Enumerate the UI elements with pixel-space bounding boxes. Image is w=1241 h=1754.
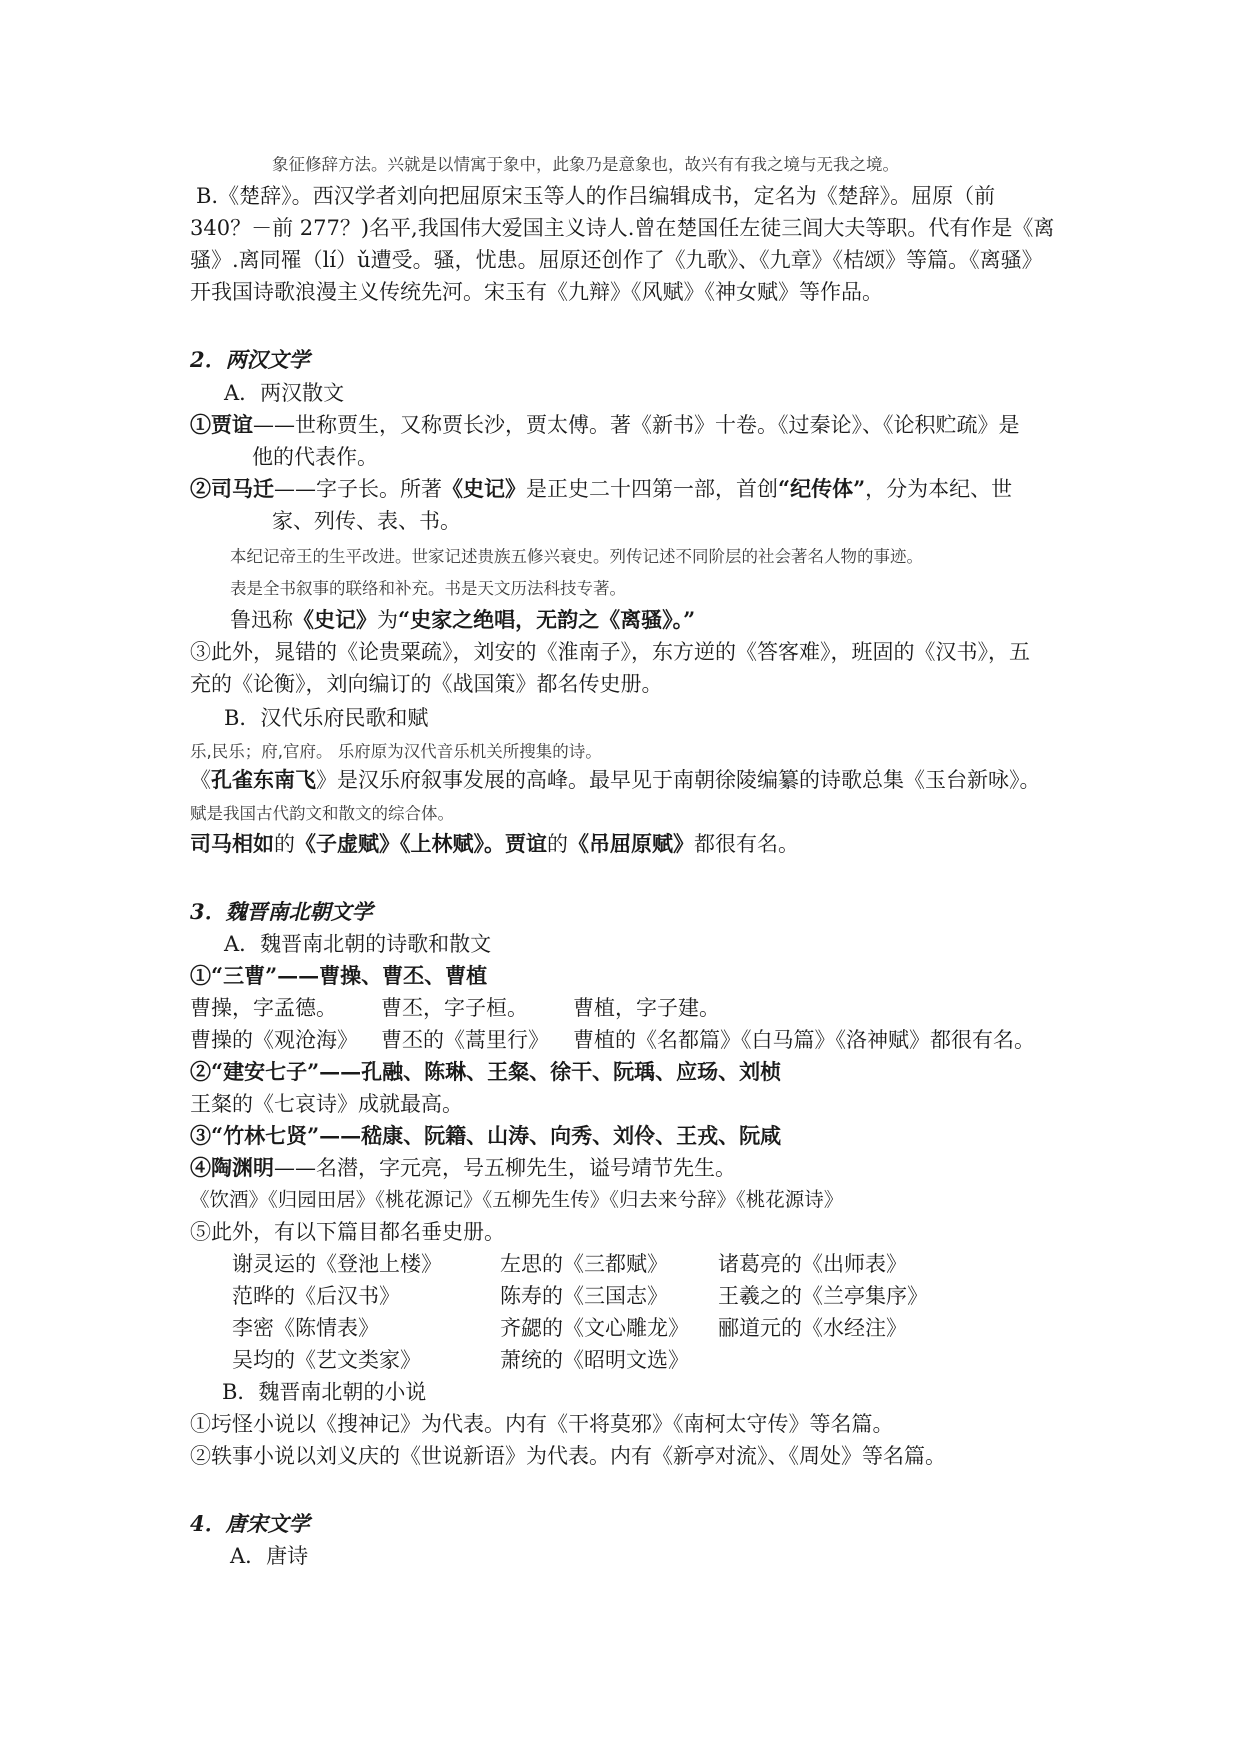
- section-heading-han: 2．两汉文学: [190, 347, 310, 372]
- fu-period: 。: [484, 831, 505, 856]
- chuci-line-3: 骚》.离同罹（lí）ǔ遭受。骚，忧患。屈原还创作了《九歌》、《九章》《桔颂》等篇。《离骚》: [190, 248, 1043, 272]
- simaqian-desc-c: ，分为本纪、世: [865, 477, 1013, 501]
- works-cell: 左思的《三都赋》: [500, 1252, 668, 1276]
- fu-famous: 都很有名。: [694, 832, 799, 856]
- jiayi-name: ①贾谊: [190, 412, 253, 437]
- sancao-line: [190, 961, 487, 991]
- jizhuanti: “纪传体”: [778, 476, 866, 501]
- chuci-line-1: B.《楚辞》。西汉学者刘向把屈原宋玉等人的作吕编辑成书，定名为《楚辞》。屈原（前: [196, 184, 996, 208]
- jiayi-desc: ——世称贾生，又称贾长沙，贾太傅。著《新书》十卷。《过秦论》、《论积贮疏》是: [253, 413, 1020, 437]
- han-other-line-2: 充的《论衡》，刘向编订的《战国策》都名传史册。: [190, 672, 663, 696]
- taoyuanming-line: [190, 1153, 736, 1183]
- simaqian-desc-a: ——字子长。所著: [274, 477, 442, 501]
- taoyuanming-name: ④陶渊明: [190, 1155, 274, 1180]
- caopi-works: 曹丕的《蒿里行》: [381, 1028, 549, 1052]
- subsection-weijin-poetry: A．魏晋南北朝的诗歌和散文: [224, 932, 492, 956]
- taoyuanming-works: 《饮酒》《归园田居》《桃花源记》《五柳先生传》《归去来兮辞》《桃花源诗》: [190, 1188, 844, 1211]
- works-cell: 陈寿的《三国志》: [500, 1284, 668, 1308]
- kongque-desc: 》是汉乐府叙事发展的高峰。最早见于南朝徐陵编纂的诗歌总集《玉台新咏》。: [316, 768, 1041, 792]
- yuefu-note: 乐,民乐；府,官府。 乐府原为汉代音乐机关所搜集的诗。: [190, 742, 602, 761]
- jianan-title: ②“建安七子”——孔融、陈琳、王粲、徐干、阮瑀、应玚、刘桢: [190, 1059, 782, 1084]
- weijin-other-line: ⑤此外，有以下篇目都名垂史册。: [190, 1220, 505, 1244]
- caozhi-zi: 曹植，字子建。: [573, 996, 720, 1020]
- shiji-note-1: 本纪记帝王的生平改进。世家记述贵族五修兴衰史。列传记述不同阶层的社会著名人物的事迹。: [230, 547, 923, 566]
- taoyuanming-desc: ——名潜，字元亮，号五柳先生，谥号靖节先生。: [274, 1156, 736, 1180]
- works-table-row: [0, 1345, 1241, 1375]
- chuci-line-4: 开我国诗歌浪漫主义传统先河。宋玉有《九辩》《风赋》《神女赋》等作品。: [190, 280, 883, 304]
- subsection-tang-poetry: A．唐诗: [230, 1544, 309, 1568]
- works-cell: 齐勰的《文心雕龙》: [500, 1316, 689, 1340]
- jiayi-line-2: 他的代表作。: [252, 445, 378, 469]
- works-cell: 谢灵运的《登池上楼》: [232, 1252, 442, 1276]
- simaqian-name: ②司马迁: [190, 476, 274, 501]
- works-cell: 范晔的《后汉书》: [232, 1284, 400, 1308]
- works-cell: 吴均的《艺文类家》: [232, 1348, 421, 1372]
- fu-de-1: 的: [274, 832, 295, 856]
- luxun-shiji: 《史记》: [293, 607, 377, 632]
- fiction-line-2: ②轶事小说以刘义庆的《世说新语》为代表。内有《新亭对流》、《周处》等名篇。: [190, 1444, 946, 1468]
- zixu-shanglin: 《子虚赋》《上林赋》: [295, 831, 484, 856]
- kongque-a: 《: [190, 768, 211, 792]
- works-table-row: [0, 1249, 1241, 1279]
- zhulin-line: [190, 1121, 781, 1151]
- works-table-row: [0, 1313, 1241, 1343]
- works-cell: 萧统的《昭明文选》: [500, 1348, 689, 1372]
- kongque-line: [190, 765, 1041, 795]
- works-cell: 诸葛亮的《出师表》: [718, 1252, 907, 1276]
- jiayi-name-2: 贾谊: [505, 831, 547, 856]
- simaqian-line: [190, 474, 1012, 504]
- sima-xiangru: 司马相如: [190, 831, 274, 856]
- sancao-title: ①“三曹”——曹操、曹丕、曹植: [190, 963, 488, 988]
- shiji-note-2: 表是全书叙事的联络和补充。书是天文历法科技专著。: [230, 579, 626, 598]
- han-other-line-1: ③此外，晁错的《论贵粟疏》，刘安的《淮南子》，东方逆的《答客难》，班固的《汉书》，五: [190, 640, 1030, 664]
- jianan-line: [190, 1057, 781, 1087]
- works-cell: 郦道元的《水经注》: [718, 1316, 907, 1340]
- luxun-a: 鲁迅称: [230, 608, 293, 632]
- luxun-line: [230, 605, 695, 635]
- simaqian-desc-b: 是正史二十四第一部，首创: [526, 477, 778, 501]
- subsection-yuefu: B．汉代乐府民歌和赋: [224, 706, 429, 730]
- fu-de-2: 的: [547, 832, 568, 856]
- caocao-zi: 曹操，字孟德。: [190, 996, 337, 1020]
- wangcan-line: 王粲的《七哀诗》成就最高。: [190, 1092, 463, 1116]
- subsection-han-prose: A．两汉散文: [224, 381, 345, 405]
- kongque-title: 孔雀东南飞: [211, 767, 316, 792]
- section-heading-weijin: 3．魏晋南北朝文学: [190, 899, 373, 924]
- luxun-quote: “史家之绝唱，无韵之《离骚》。”: [398, 607, 696, 632]
- cao-works-line: [190, 1025, 1090, 1055]
- works-table-row: [0, 1281, 1241, 1311]
- intro-note: 象征修辞方法。兴就是以情寓于象中，此象乃是意象也，故兴有有我之境与无我之境。: [272, 155, 899, 174]
- fiction-line-1: ①圬怪小说以《搜神记》为代表。内有《干将莫邪》《南柯太守传》等名篇。: [190, 1412, 894, 1436]
- zhulin-title: ③“竹林七贤”——嵇康、阮籍、山涛、向秀、刘伶、王戎、阮咸: [190, 1123, 782, 1148]
- caopi-zi: 曹丕，字子桓。: [381, 996, 528, 1020]
- subsection-weijin-fiction: B．魏晋南北朝的小说: [222, 1380, 427, 1404]
- diaoquyuan: 《吊屈原赋》: [568, 831, 694, 856]
- chuci-line-2: 340？－前 277？)名平,我国伟大爱国主义诗人.曾在楚国任左徒三闾大夫等职。代有作是《离: [190, 216, 1055, 240]
- cao-zi-line: [190, 993, 1090, 1023]
- fu-works-line: [190, 829, 799, 859]
- simaqian-line-2: 家、列传、表、书。: [272, 509, 461, 533]
- caocao-works: 曹操的《观沧海》: [190, 1028, 358, 1052]
- fu-note: 赋是我国古代韵文和散文的综合体。: [190, 804, 454, 823]
- luxun-c: 为: [377, 608, 398, 632]
- shiji-title: 《史记》: [442, 476, 526, 501]
- works-cell: 王羲之的《兰亭集序》: [718, 1284, 928, 1308]
- caozhi-works: 曹植的《名都篇》《白马篇》《洛神赋》都很有名。: [573, 1028, 1035, 1052]
- section-heading-tangsong: 4．唐宋文学: [190, 1511, 310, 1536]
- works-cell: 李密《陈情表》: [232, 1316, 379, 1340]
- jiayi-line: [190, 410, 1020, 440]
